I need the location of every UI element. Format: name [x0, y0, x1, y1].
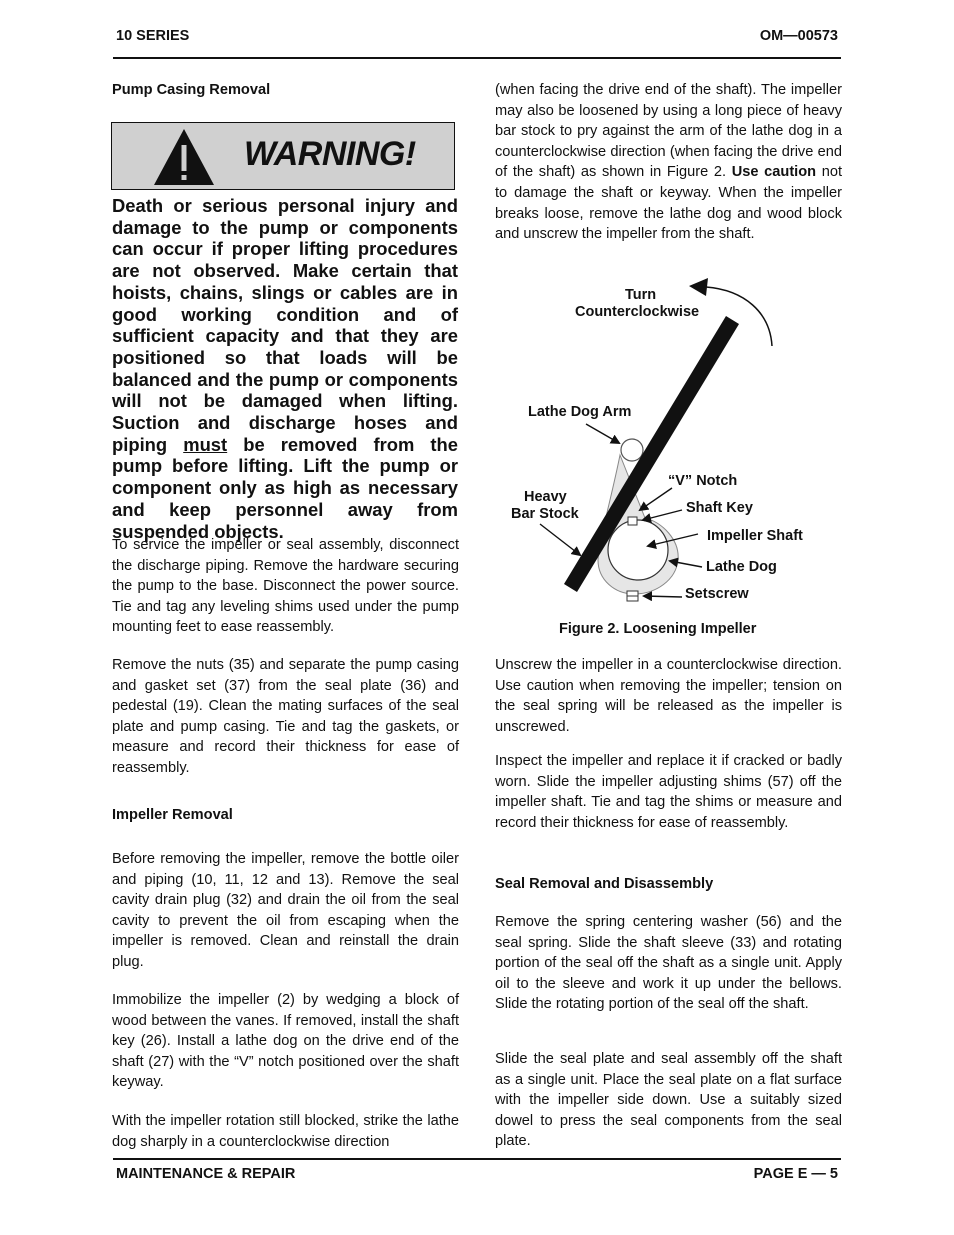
lathe-dog-arm-tip: [621, 439, 643, 461]
label-v-notch: “V” Notch: [668, 473, 738, 489]
label-shaft-key: Shaft Key: [686, 500, 753, 516]
impeller-shaft: [608, 520, 668, 580]
heading-seal-removal: Seal Removal and Disassembly: [495, 876, 714, 892]
heading-impeller-removal: Impeller Removal: [112, 807, 233, 823]
label-counterclockwise: Counterclockwise: [575, 304, 700, 320]
footer-rule: [113, 1158, 841, 1160]
label-lathe-dog: Lathe Dog: [706, 559, 777, 575]
left-para-2: Remove the nuts (35) and separate the pump casing and gasket set (37) from the seal plate (36) and pedestal (19). Clean the mating surfaces of the seal plate and pump casing. Tie and tag the gaskets, or measure and record their thickness for ease of reassembly.: [112, 657, 459, 776]
leader-setscrew: [644, 596, 682, 597]
rotation-arrowhead: [689, 278, 708, 296]
warning-emphasis-must: must: [183, 433, 228, 455]
warning-text: Death or serious personal injury and damage to the pump or components can occur if proper lifting procedures are not observed. Make certain that hoists, chains, slings or cables are in good working condition and of sufficient capacity and that they are positioned so that loads will be balanced and the pump or components will not be damaged when lifting. Suction and discharge hoses and piping must be removed from the pump before lifting. Lift the pump or component only as high as necessary and keep personnel away from suspended objects.: [112, 195, 458, 542]
label-turn: Turn: [625, 287, 657, 303]
leader-lathe-dog-arm: [586, 424, 619, 443]
left-para-5: With the impeller rotation still blocked, strike the lathe dog sharply in a counterclockwise direction: [112, 1113, 459, 1150]
left-para-3: Before removing the impeller, remove the bottle oiler and piping (10, 11, 12 and 13). Remove the seal cavity drain plug (32) and drain the oil from the seal cavity to prevent the oil from escaping when the impeller is removed. Clean and reinstall the drain plug.: [112, 851, 459, 970]
right-para-2: Unscrew the impeller in a counterclockwise direction. Use caution when removing the impeller; tension on the seal spring will be released as the impeller is unscrewed.: [495, 657, 842, 735]
label-bar-stock: Bar Stock: [511, 506, 579, 522]
leader-v-notch: [640, 488, 672, 510]
right-para-4: Remove the spring centering washer (56) and the seal spring. Slide the shaft sleeve (33) and rotating portion of the seal off the shaft as a single unit. Apply oil to the sleeve and work it up under the bellows. Slide the rotating portion of the seal off the shaft.: [495, 914, 842, 1013]
warning-title: WARNING!: [244, 135, 416, 173]
header-series: 10 SERIES: [116, 28, 190, 44]
right-para-5: Slide the seal plate and seal assembly off the shaft as a single unit. Place the seal plate on a flat surface with the impeller side down. Use a suitably sized dowel to press the seal components from the seal plate.: [495, 1051, 842, 1150]
footer-page-number: PAGE E — 5: [753, 1166, 838, 1182]
shaft-key: [628, 517, 637, 525]
label-lathe-dog-arm: Lathe Dog Arm: [528, 404, 632, 420]
label-setscrew: Setscrew: [685, 586, 749, 602]
label-heavy: Heavy: [524, 489, 567, 505]
figure-caption: Figure 2. Loosening Impeller: [559, 621, 757, 637]
left-para-1: To service the impeller or seal assembly, disconnect the discharge piping. Remove the hardware securing the pump to the base. Disconnect the power source. Tie and tag any leveling shims used under the pump mounting feet to ease reassembly.: [112, 537, 459, 636]
leader-shaft-key: [643, 510, 682, 520]
heading-pump-casing-removal: Pump Casing Removal: [112, 82, 271, 98]
footer-section: MAINTENANCE & REPAIR: [116, 1166, 296, 1182]
header-doc-number: OM—00573: [759, 28, 838, 44]
left-para-4: Immobilize the impeller (2) by wedging a block of wood between the vanes. If removed, install the shaft key (26). Install a lathe dog on the drive end of the shaft (27) with the “V” notch positioned over the shaft keyway.: [112, 992, 459, 1091]
label-impeller-shaft: Impeller Shaft: [707, 528, 803, 544]
right-para-1: (when facing the drive end of the shaft). The impeller may also be loosened by using a long piece of heavy bar stock to pry against the arm of the lathe dog in a counterclockwise direction (when facing the drive end of the shaft) as shown in Figure 2. Use caution not to damage the shaft or keyway. When the impeller breaks loose, remove the lathe dog and wood block and unscrew the impeller from the shaft.: [495, 82, 843, 243]
leader-heavy-bar: [540, 524, 580, 555]
right-para-3: Inspect the impeller and replace it if cracked or badly worn. Slide the impeller adjusting shims (57) off the impeller shaft. Tie and tag the shims or measure and record their thickness for ease of reassembly.: [495, 753, 842, 831]
